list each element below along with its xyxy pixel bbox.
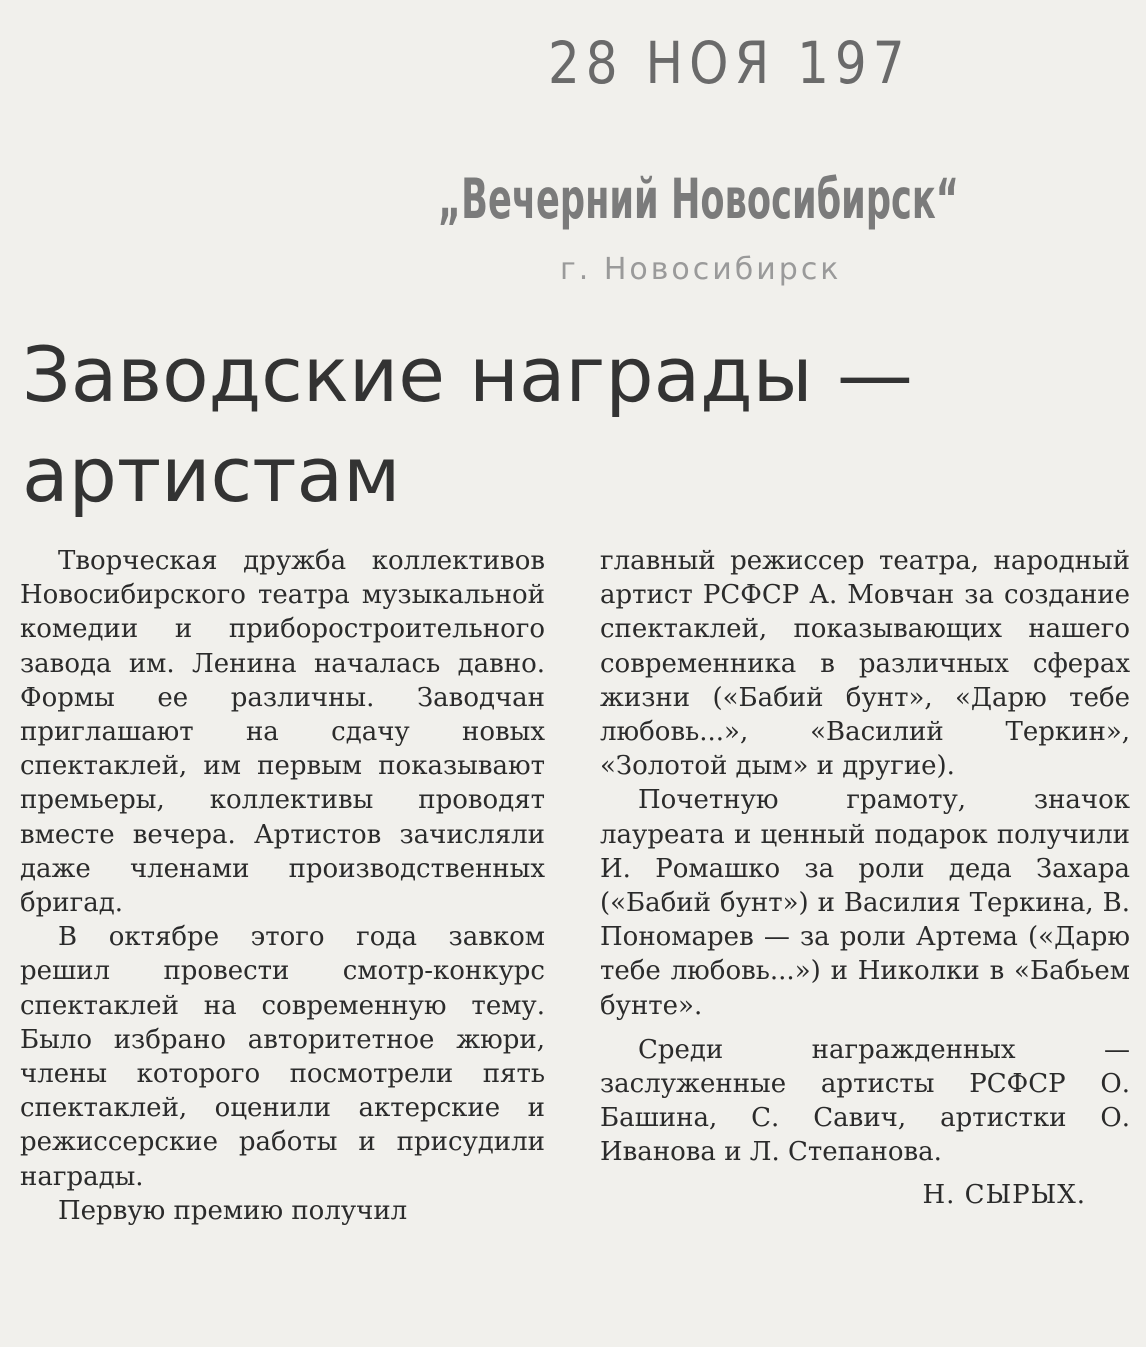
article-paragraph: Творческая дружба коллективов Новосибирского театра музыкальной комедии и приборостроительного завода им. Ленина началась давно. Формы ее различны. Заводчан приглашают на сдачу новых спектаклей, им первым показывают премьеры, коллективы проводят вместе вечера. Артистов зачисляли даже членами производственных бригад. — [20, 546, 545, 919]
article-paragraph: главный режиссер театра, народный артист РСФСР А. Мовчан за создание спектаклей, показывающих нашего современника в различных сферах жизни («Бабий бунт», «Дарю тебе любовь...», «Василий Теркин», «Золотой дым» и другие). — [600, 546, 1130, 782]
headline-line-1: Заводские награды — — [22, 330, 913, 419]
article-paragraph: Среди награжденных — заслуженные артисты РСФСР О. Башина, С. Савич, артистки О. Иванова и Л. Степанова. — [600, 1034, 1130, 1168]
article-column-left — [20, 544, 545, 1228]
article-paragraph: Первую премию получил — [58, 1195, 408, 1226]
city-stamp: г. Новосибирск — [560, 252, 842, 287]
article-headline — [22, 325, 1022, 525]
author-signature: Н. СЫРЫХ. — [922, 1179, 1086, 1210]
article-paragraph: Почетную грамоту, значок лауреата и ценный подарок получили И. Ромашко за роли деда Захара («Бабий бунт») и Василия Теркина, В. Пономарев — за роли Артема («Дарю тебе любовь...») и Николки в «Бабьем бунте». — [600, 785, 1130, 1021]
article-paragraph: В октябре этого года завком решил провести смотр-конкурс спектаклей на современную тему. Было избрано авторитетное жюри, члены которого посмотрели пять спектаклей, оценили актерские и режиссерские работы и присудили награды. — [20, 922, 545, 1192]
article-column-right — [600, 544, 1130, 1212]
date-stamp: 28 НОЯ 197 — [548, 30, 911, 97]
newspaper-stamp: „Вечерний Новосибирск“ — [438, 168, 959, 232]
headline-line-2: артистам — [22, 430, 401, 519]
